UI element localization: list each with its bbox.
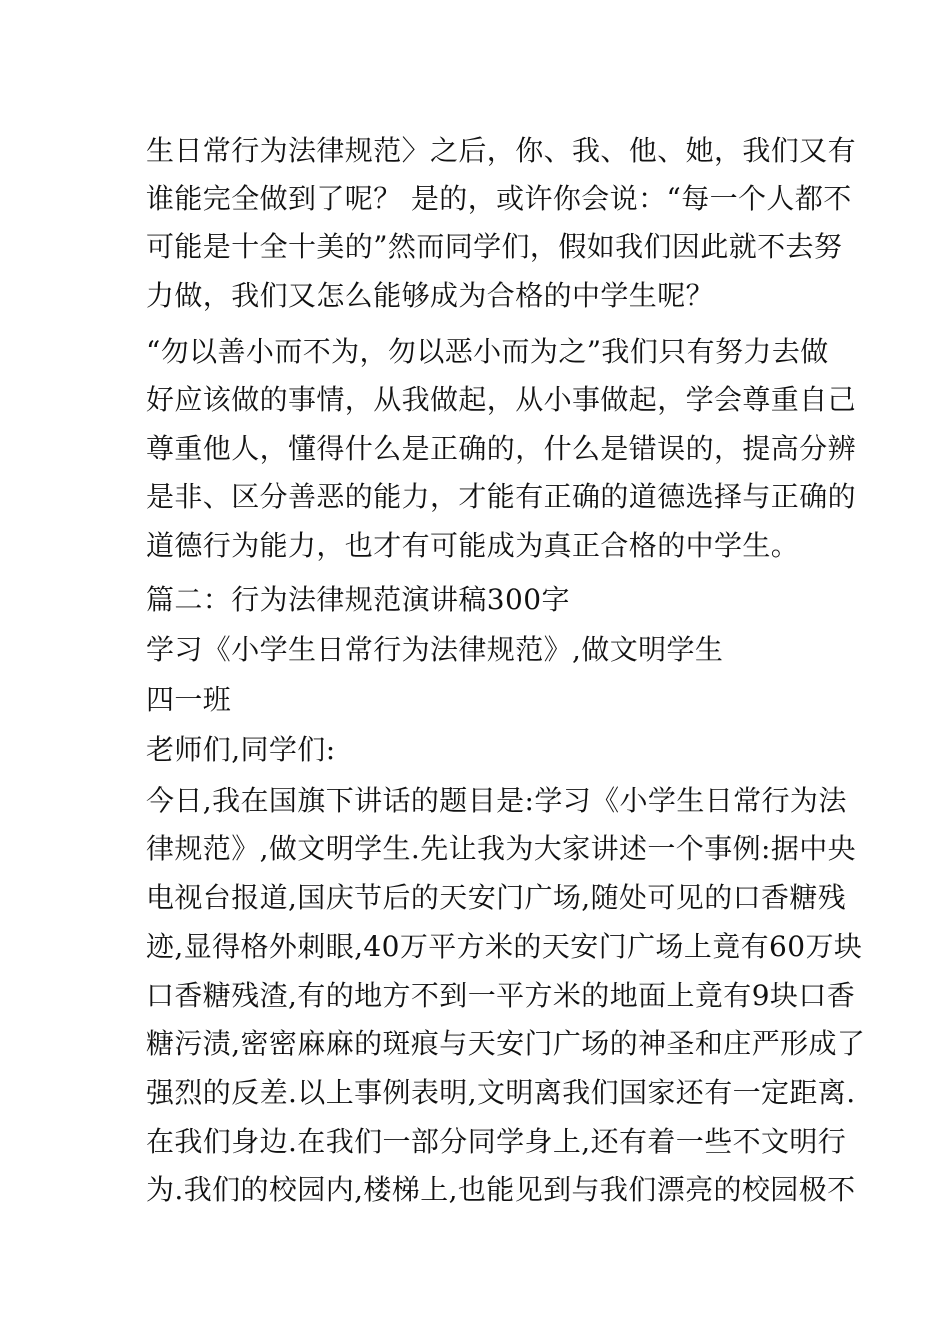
text-line: 尊重他人，懂得什么是正确的，什么是错误的，提高分辨 [146,432,857,465]
text-line: 生日常行为法律规范〉之后，你、我、他、她，我们又有 [146,134,857,167]
text-line: 谁能完全做到了呢？ 是的，或许你会说：“每一个人都不 [146,182,852,215]
salutation: 老师们,同学们: [146,733,336,766]
text-line: 好应该做的事情，从我做起，从小事做起，学会尊重自己 [146,383,857,416]
text-line: 在我们身边.在我们一部分同学身上,还有着一些不文明行 [146,1125,847,1158]
text-line: 强烈的反差.以上事例表明,文明离我们国家还有一定距离. [146,1076,856,1109]
text-line: 今日,我在国旗下讲话的题目是:学习《小学生日常行为法 [146,784,847,817]
text-line: 电视台报道,国庆节后的天安门广场,随处可见的口香糖残 [146,881,847,914]
speech-title: 学习《小学生日常行为法律规范》,做文明学生 [146,633,724,666]
class-name: 四一班 [146,683,232,716]
text-line: 迹,显得格外刺眼,40万平方米的天安门广场上竟有60万块 [146,930,863,963]
text-line: 可能是十全十美的”然而同学们，假如我们因此就不去努 [146,230,843,263]
text-line: 糖污渍,密密麻麻的斑痕与天安门广场的神圣和庄严形成了 [146,1027,866,1060]
section-heading: 篇二：行为法律规范演讲稿300字 [146,583,570,616]
text-line: 律规范》,做文明学生.先让我为大家讲述一个事例:据中央 [146,832,857,865]
text-line: 是非、区分善恶的能力，才能有正确的道德选择与正确的 [146,480,857,513]
text-line: 口香糖残渣,有的地方不到一平方米的地面上竟有9块口香 [146,979,856,1012]
text-line: 力做，我们又怎么能够成为合格的中学生呢？ [146,279,715,312]
text-line: 为.我们的校园内,楼梯上,也能见到与我们漂亮的校园极不 [146,1173,856,1206]
text-line: “勿以善小而不为，勿以恶小而为之”我们只有努力去做 [146,335,829,368]
text-line: 道德行为能力，也才有可能成为真正合格的中学生。 [146,529,800,562]
